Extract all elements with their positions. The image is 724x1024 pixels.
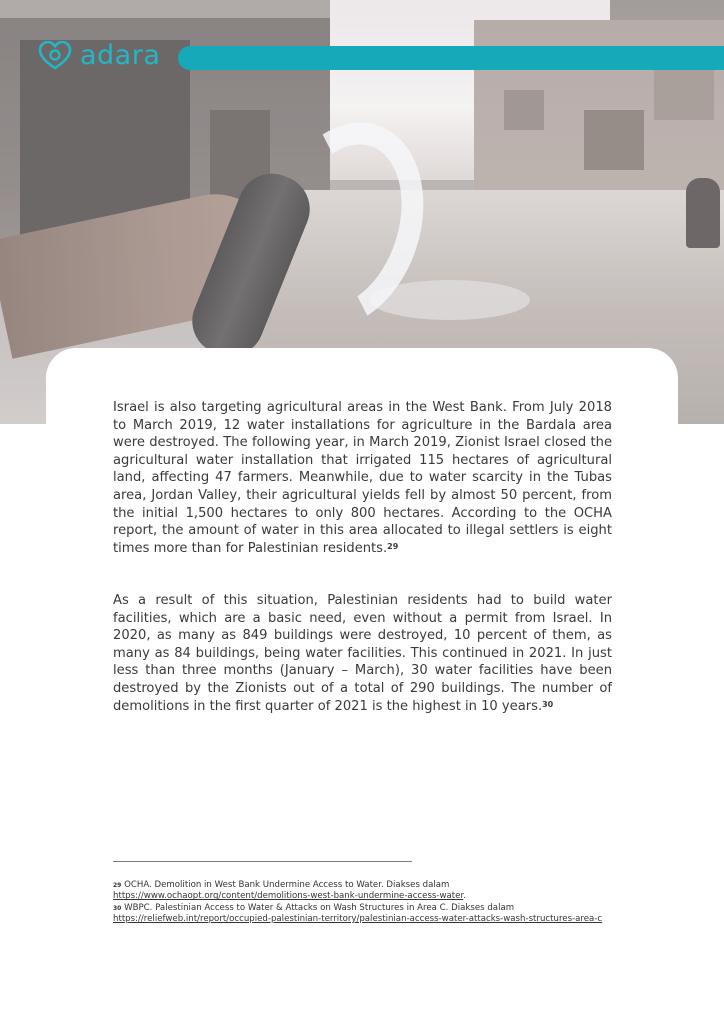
footnote-reference[interactable]: 29: [387, 541, 399, 551]
footnotes: [113, 880, 633, 925]
footnote-reference[interactable]: 30: [542, 699, 554, 709]
footnote-text: OCHA. Demolition in West Bank Undermine Access to Water. Diakses dalam: [124, 880, 450, 890]
footnote-number: 30: [113, 904, 122, 912]
paragraph-text: As a result of this situation, Palestinian residents had to build water facilities, which are a basic need, even without a permit from Israel. In 2020, as many as 849 buildings were destroyed, 10 percent of them, as many as 84 buildings, being water facilities. This continued in 2021. In just less than three months (January – March), 30 water facilities have been destroyed by the Zionists out of a total of 290 buildings. The number of demolitions in the first quarter of 2021 is the highest in 10 years.: [113, 593, 612, 714]
footnote-number: 29: [113, 882, 122, 889]
footnote-suffix: .: [463, 891, 466, 902]
body-paragraph: [113, 399, 612, 557]
footnote-item: [113, 903, 633, 926]
brand-logo: [38, 40, 160, 71]
footnote-link[interactable]: https://www.ochaopt.org/content/demolitions-west-bank-undermine-access-water: [113, 891, 464, 902]
brand-name: adara: [80, 40, 161, 71]
adara-logo-icon: [38, 41, 72, 71]
body-paragraph: [113, 592, 612, 715]
paragraph-text: Israel is also targeting agricultural areas in the West Bank. From July 2018 to March 2019, 12 water installations for agriculture in the Bardala area were destroyed. The following year, in March 2019, Zionist Israel closed the agricultural water installation that irrigated 115 hectares of agricultural land, affecting 47 farmers. Meanwhile, due to water scarcity in the Tubas area, Jordan Valley, their agricultural yields fell by almost 50 percent, from the initial 1,500 hectares to only 800 hectares. According to the OCHA report, the amount of water in this area allocated to illegal settlers is eight times more than for Palestinian residents.: [113, 400, 612, 556]
header-accent-bar: [178, 46, 724, 70]
footnote-text: WBPC. Palestinian Access to Water & Attacks on Wash Structures in Area C. Diakses dalam: [124, 902, 515, 913]
footnote-item: [113, 880, 633, 903]
footnote-link[interactable]: https://reliefweb.int/report/occupied-palestinian-territory/palestinian-access-water-attacks-wash-structures-area-c: [113, 913, 603, 924]
footnote-divider: [113, 861, 412, 862]
